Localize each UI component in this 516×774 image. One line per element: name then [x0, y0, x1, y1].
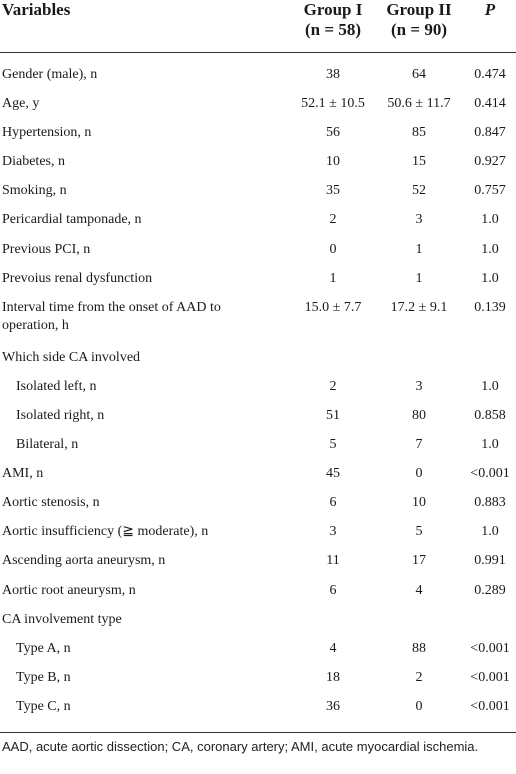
row-p-value: 0.927: [474, 154, 506, 170]
row-label: Type A, n: [16, 640, 71, 656]
row-p-value: 0.414: [474, 96, 506, 112]
row-label: Ascending aorta aneurysm, n: [2, 553, 166, 569]
table-row: [0, 576, 516, 605]
row-group2-value: 64: [412, 67, 426, 82]
table-row: [0, 663, 516, 692]
row-label: Isolated left, n: [16, 378, 97, 394]
row-label: Interval time from the onset of AAD to operation, h: [2, 299, 221, 333]
row-group2-value: 50.6 ± 11.7: [387, 96, 451, 112]
row-p-value: 0.289: [474, 582, 506, 598]
row-label: Smoking, n: [2, 183, 67, 199]
row-p-value: 0.474: [474, 67, 506, 82]
row-p-value: <0.001: [470, 669, 510, 685]
row-group1-value: 5: [329, 437, 337, 453]
row-p-value: 1.0: [481, 378, 499, 394]
row-label: Pericardial tamponade, n: [2, 212, 142, 228]
row-label: Prevoius renal dysfunction: [2, 270, 153, 286]
header-variables: Variables: [2, 0, 71, 19]
table-row: [0, 430, 516, 459]
table-bottom-rule: [0, 732, 516, 733]
table-row: [0, 343, 516, 372]
row-group2-value: 1: [415, 241, 423, 257]
row-group1-value: 2: [329, 378, 337, 394]
row-group1-value: 1: [329, 270, 337, 286]
row-group1-value: 38: [326, 67, 340, 82]
row-group1-value: 51: [326, 407, 340, 423]
header-group2-n: (n = 90): [391, 20, 447, 39]
table-footnote: AAD, acute aortic dissection; CA, coronary artery; AMI, acute myocardial ischemia.: [2, 739, 479, 754]
row-label: Isolated right, n: [16, 407, 105, 423]
row-group2-value: 0: [415, 698, 423, 714]
row-group1-value: 6: [329, 582, 337, 598]
row-group2-value: 80: [412, 407, 426, 423]
table-row: [0, 634, 516, 663]
row-label: CA involvement type: [2, 611, 122, 627]
row-group2-value: 7: [415, 437, 423, 453]
row-group2-value: 0: [415, 466, 423, 482]
row-label: AMI, n: [2, 466, 44, 482]
row-p-value: 0.883: [474, 495, 506, 511]
table-header: [0, 0, 516, 53]
row-label: Diabetes, n: [2, 154, 65, 170]
row-p-value: 1.0: [481, 437, 499, 453]
table-row: [0, 546, 516, 575]
row-group2-value: 1: [415, 270, 423, 286]
row-group2-value: 15: [412, 154, 426, 170]
header-group2: [376, 0, 462, 40]
row-group2-value: 5: [415, 524, 423, 540]
table-row: [0, 118, 516, 147]
row-group1-value: 36: [326, 698, 340, 714]
row-group1-value: 52.1 ± 10.5: [301, 96, 365, 112]
row-p-value: <0.001: [470, 698, 510, 714]
row-p-value: 1.0: [481, 524, 499, 540]
header-group1: [290, 0, 376, 40]
table-row: [0, 89, 516, 118]
row-group2-value: 4: [415, 582, 423, 598]
row-group1-value: 0: [329, 241, 337, 257]
row-group1-value: 6: [329, 495, 337, 511]
table-row: [0, 372, 516, 401]
row-group2-value: 85: [412, 125, 426, 141]
table-row: [0, 147, 516, 176]
table-row: [0, 205, 516, 234]
row-p-value: 1.0: [481, 241, 499, 257]
row-group1-value: 15.0 ± 7.7: [304, 299, 362, 315]
row-group2-value: 52: [412, 183, 426, 199]
row-label: Gender (male), n: [2, 67, 98, 82]
row-group1-value: 2: [329, 212, 337, 228]
table-row: [0, 605, 516, 634]
row-p-value: 0.757: [474, 183, 506, 199]
table-row: [0, 459, 516, 488]
row-label: Which side CA involved: [2, 349, 141, 365]
row-group2-value: 17.2 ± 9.1: [390, 299, 448, 315]
row-label: Hypertension, n: [2, 125, 92, 141]
row-group2-value: 88: [412, 640, 426, 656]
table-row: [0, 60, 516, 89]
row-label: Previous PCI, n: [2, 241, 91, 257]
row-p-value: 1.0: [481, 270, 499, 286]
header-group1-n: (n = 58): [305, 20, 361, 39]
row-p-value: <0.001: [470, 640, 510, 656]
row-p-value: <0.001: [470, 466, 510, 482]
row-label: Aortic stenosis, n: [2, 495, 100, 511]
row-group1-value: 10: [326, 154, 340, 170]
row-label: Aortic insufficiency (≧ moderate), n: [2, 524, 209, 540]
row-label: Type C, n: [16, 698, 71, 714]
row-group1-value: 4: [329, 640, 337, 656]
table-row: [0, 401, 516, 430]
header-group2-name: Group II: [386, 0, 452, 19]
row-group2-value: 17: [412, 553, 426, 569]
table-row: [0, 235, 516, 264]
row-group1-value: 3: [329, 524, 337, 540]
row-label: Age, y: [2, 96, 40, 112]
table-row: [0, 264, 516, 293]
row-group2-value: 3: [415, 212, 423, 228]
row-group2-value: 2: [415, 669, 423, 685]
row-p-value: 1.0: [481, 212, 499, 228]
row-group1-value: 45: [326, 466, 340, 482]
row-group2-value: 10: [412, 495, 426, 511]
table-body: [0, 60, 516, 721]
row-group1-value: 35: [326, 183, 340, 199]
table-row: [0, 293, 516, 343]
row-label: Aortic root aneurysm, n: [2, 582, 136, 598]
table-row: [0, 176, 516, 205]
row-group1-value: 56: [326, 125, 340, 141]
row-group2-value: 3: [415, 378, 423, 394]
header-group1-name: Group I: [303, 0, 363, 19]
table-row: [0, 517, 516, 546]
row-group1-value: 11: [326, 553, 340, 569]
row-p-value: 0.858: [474, 407, 506, 423]
table-row: [0, 692, 516, 721]
row-p-value: 0.139: [474, 299, 506, 315]
table-row: [0, 488, 516, 517]
header-p-value: P: [484, 0, 496, 19]
row-p-value: 0.991: [474, 553, 506, 569]
row-p-value: 0.847: [474, 125, 506, 141]
row-group1-value: 18: [326, 669, 340, 685]
row-label: Bilateral, n: [16, 437, 79, 453]
row-label: Type B, n: [16, 669, 71, 685]
